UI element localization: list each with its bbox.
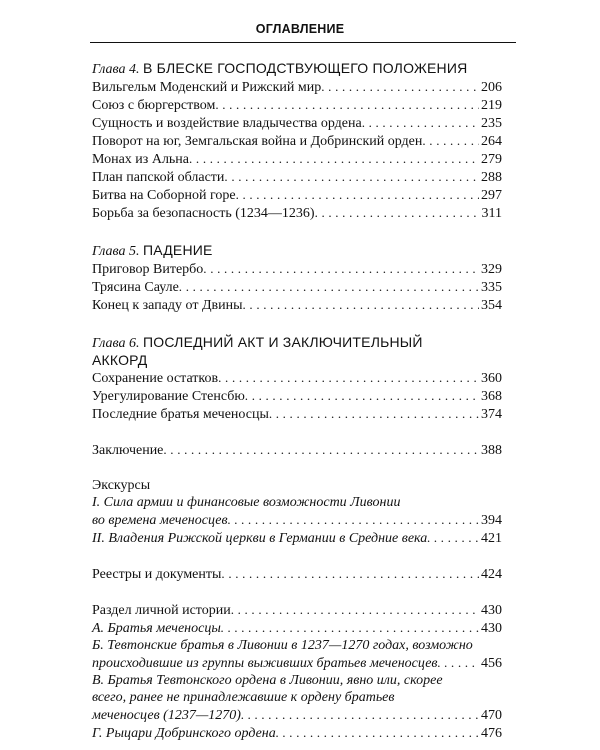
entry-page: 430 — [481, 621, 502, 636]
entry-page: 430 — [481, 603, 502, 618]
entry-page: 329 — [481, 262, 502, 277]
chapter-5-title: ПАДЕНИЕ — [142, 242, 213, 258]
toc-entry[interactable] — [92, 387, 502, 405]
entry-page: 421 — [481, 531, 502, 546]
chapter-6-label: Глава 6. — [92, 336, 140, 351]
entry-page: 297 — [481, 188, 502, 203]
toc-entry-personal-g[interactable] — [92, 724, 502, 742]
dot-leader — [221, 619, 479, 637]
dot-leader — [276, 724, 479, 742]
chapter-4-title: В БЛЕСКЕ ГОСПОДСТВУЮЩЕГО ПОЛОЖЕНИЯ — [142, 60, 468, 76]
chapter-5-heading — [92, 242, 502, 260]
entry-title: Г. Рыцари Добринского ордена — [92, 726, 276, 741]
toc-entry[interactable] — [92, 96, 502, 114]
chapter-4-entries — [92, 78, 502, 222]
dot-leader — [221, 565, 479, 583]
entry-title: Заключение — [92, 443, 164, 458]
toc-entry[interactable] — [92, 278, 502, 296]
dot-leader — [215, 96, 479, 114]
entry-page: 476 — [481, 726, 502, 741]
toc-entry[interactable] — [92, 78, 502, 96]
dot-leader — [315, 204, 480, 222]
chapter-6 — [92, 334, 502, 423]
toc-entry-personal-history[interactable] — [92, 601, 502, 619]
entry-title: Последние братья меченосцы — [92, 407, 269, 422]
entry-title: меченосцев (1237—1270) — [92, 708, 241, 723]
entry-title: Поворот на юг, Земгальская война и Добринский орден — [92, 134, 423, 149]
entry-title: Монах из Альна — [92, 152, 190, 167]
excursions-heading: Экскурсы — [92, 478, 151, 493]
entry-title: Реестры и документы — [92, 567, 222, 582]
entry-title: Трясина Сауле — [92, 280, 179, 295]
chapter-5 — [92, 242, 502, 314]
chapter-6-title-line1: ПОСЛЕДНИЙ АКТ И ЗАКЛЮЧИТЕЛЬНЫЙ — [142, 334, 423, 350]
toc-entry[interactable] — [92, 260, 502, 278]
entry-page: 456 — [481, 656, 502, 671]
entry-title: во времена меченосцев — [92, 513, 228, 528]
excursion-1-line1[interactable]: I. Сила армии и финансовые возможности Ливонии — [92, 495, 401, 510]
dot-leader — [218, 369, 479, 387]
toc-entry[interactable] — [92, 114, 502, 132]
toc-entry-personal-c[interactable] — [92, 706, 502, 724]
entry-title: происходившие из группы выживших братьев меченосцев — [92, 656, 438, 671]
entry-title: II. Владения Рижской церкви в Германии в Средние века — [92, 531, 428, 546]
entry-page: 470 — [481, 708, 502, 723]
toc-entry[interactable] — [92, 405, 502, 423]
dot-leader — [189, 150, 479, 168]
dot-leader — [362, 114, 479, 132]
entry-title: Вильгельм Моденский и Рижский мир — [92, 80, 322, 95]
chapter-4 — [92, 60, 502, 222]
entry-page: 219 — [481, 98, 502, 113]
entry-title: Раздел личной истории — [92, 603, 231, 618]
dot-leader — [228, 511, 479, 529]
toc-content — [92, 60, 502, 742]
toc-entry[interactable] — [92, 168, 502, 186]
entry-title: Борьба за безопасность (1234—1236) — [92, 206, 315, 221]
entry-page: 311 — [481, 206, 502, 221]
toc-entry[interactable] — [92, 186, 502, 204]
entry-page: 288 — [481, 170, 502, 185]
entry-title: Союз с бюргерством — [92, 98, 216, 113]
dot-leader — [241, 706, 479, 724]
entry-page: 394 — [481, 513, 502, 528]
entry-page: 235 — [481, 116, 502, 131]
chapter-6-entries — [92, 369, 502, 423]
toc-entry[interactable] — [92, 296, 502, 314]
dot-leader — [163, 441, 479, 459]
dot-leader — [231, 601, 479, 619]
toc-entry-personal-a[interactable] — [92, 619, 502, 637]
entry-page: 424 — [481, 567, 502, 582]
toc-entry-personal-b[interactable] — [92, 654, 502, 672]
toc-entry-excursion-1[interactable] — [92, 511, 502, 529]
dot-leader — [321, 78, 479, 96]
dot-leader — [243, 296, 479, 314]
dot-leader — [422, 132, 479, 150]
header-rule — [90, 42, 516, 43]
chapter-5-entries — [92, 260, 502, 314]
chapter-6-heading — [92, 334, 502, 352]
entry-page: 279 — [481, 152, 502, 167]
entry-page: 388 — [481, 443, 502, 458]
dot-leader — [236, 186, 479, 204]
entry-title: Сущность и воздействие владычества ордена — [92, 116, 362, 131]
entry-page: 264 — [481, 134, 502, 149]
entry-title: Урегулирование Стенсбю — [92, 389, 245, 404]
toc-entry-conclusion[interactable] — [92, 441, 502, 459]
entry-title: Битва на Соборной горе — [92, 188, 236, 203]
entry-page: 354 — [481, 298, 502, 313]
entry-page: 360 — [481, 371, 502, 386]
entry-title: Приговор Витербо — [92, 262, 204, 277]
dot-leader — [269, 405, 479, 423]
personal-b-line1[interactable]: Б. Тевтонские братья в Ливонии в 1237—1270 годах, возможно — [92, 638, 473, 653]
chapter-4-heading — [92, 60, 502, 78]
chapter-6-title-line2: АККОРД — [92, 352, 148, 368]
dot-leader — [179, 278, 479, 296]
toc-entry[interactable] — [92, 204, 502, 222]
toc-entry-excursion-2[interactable] — [92, 529, 502, 547]
toc-entry-registers[interactable] — [92, 565, 502, 583]
dot-leader — [224, 168, 479, 186]
page-header: ОГЛАВЛЕНИЕ — [255, 22, 345, 36]
entry-title: Конец к западу от Двины — [92, 298, 243, 313]
entry-title: Сохранение остатков — [92, 371, 219, 386]
entry-page: 368 — [481, 389, 502, 404]
dot-leader — [427, 529, 479, 547]
chapter-4-label: Глава 4. — [92, 62, 140, 77]
chapter-5-label: Глава 5. — [92, 244, 140, 259]
entry-page: 335 — [481, 280, 502, 295]
toc-entry[interactable] — [92, 150, 502, 168]
dot-leader — [245, 387, 479, 405]
toc-entry[interactable] — [92, 369, 502, 387]
entry-title: А. Братья меченосцы — [92, 621, 221, 636]
entry-page: 206 — [481, 80, 502, 95]
entry-page: 374 — [481, 407, 502, 422]
dot-leader — [203, 260, 479, 278]
personal-c-line2[interactable]: всего, ранее не принадлежавшие к ордену братьев — [92, 690, 395, 705]
dot-leader — [438, 654, 480, 672]
personal-c-line1[interactable]: В. Братья Тевтонского ордена в Ливонии, явно или, скорее — [92, 673, 443, 688]
toc-entry[interactable] — [92, 132, 502, 150]
entry-title: План папской области — [92, 170, 225, 185]
